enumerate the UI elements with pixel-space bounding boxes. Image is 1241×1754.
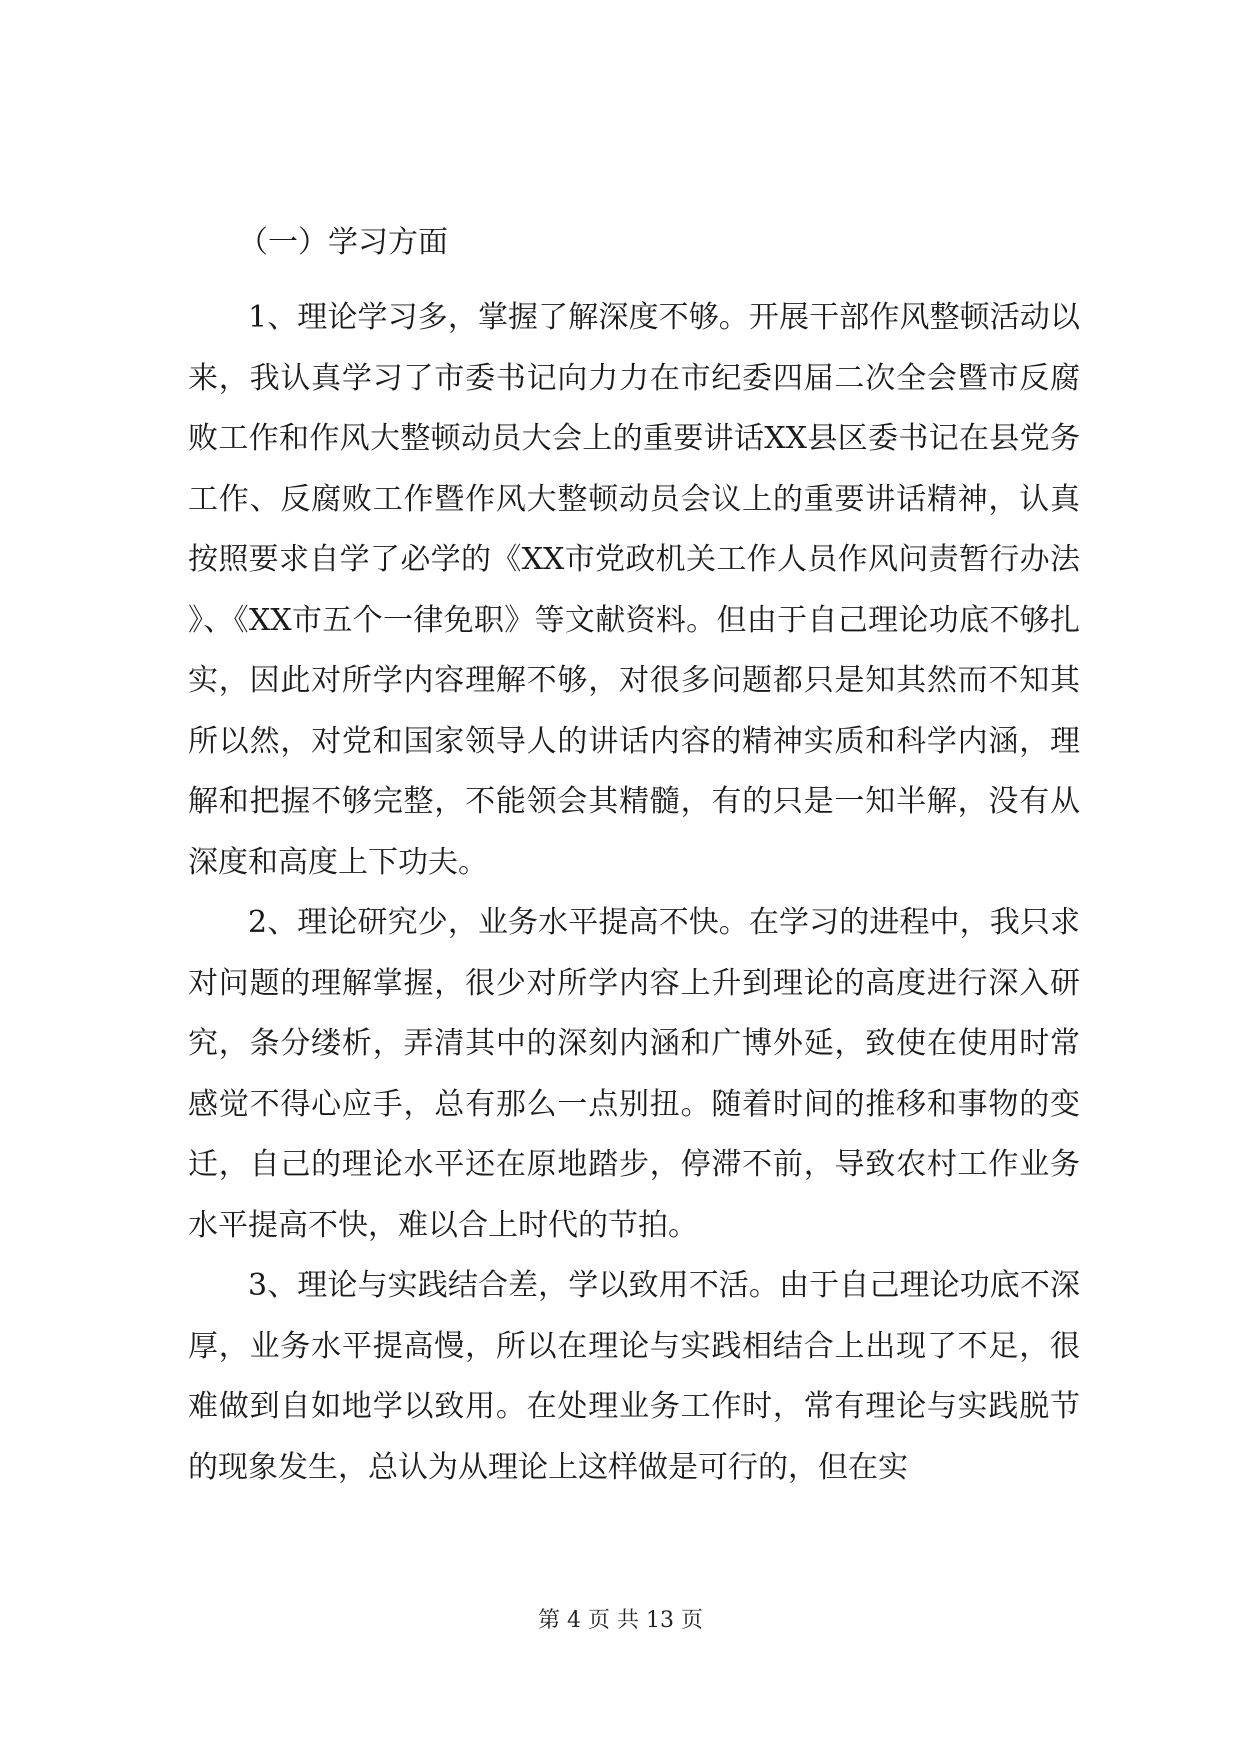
page-number-footer: 第 4 页 共 13 页: [538, 1608, 703, 1633]
paragraph-1: 1、理论学习多，掌握了解深度不够。开展干部作风整顿活动以来，我认真学习了市委书记向力力在市纪委四届二次全会暨市反腐败工作和作风大整顿动员大会上的重要讲话XX县区委书记在县党务工作、反腐败工作暨作风大整顿动员会议上的重要讲话精神，认真按照要求自学了必学的《XX市党政机关工作人员作风问责暂行办法》、《XX市五个一律免职》等文献资料。但由于自己理论功底不够扎实，因此对所学内容理解不够，对很多问题都只是知其然而不知其所以然，对党和国家领导人的讲话内容的精神实质和科学内涵，理解和把握不够完整，不能领会其精髓，有的只是一知半解，没有从深度和高度上下功夫。: [188, 300, 1080, 880]
document-body: [188, 225, 1080, 1498]
section-heading: （一）学习方面: [238, 225, 448, 260]
paragraph-3: 3、理论与实践结合差，学以致用不活。由于自己理论功底不深厚，业务水平提高慢，所以在理论与实践相结合上出现了不足，很难做到自如地学以致用。在处理业务工作时，常有理论与实践脱节的现象发生，总认为从理论上这样做是可行的，但在实: [188, 1268, 1080, 1485]
paragraph-2: 2、理论研究少，业务水平提高不快。在学习的进程中，我只求对问题的理解掌握，很少对所学内容上升到理论的高度进行深入研究，条分缕析，弄清其中的深刻内涵和广博外延，致使在使用时常感觉不得心应手，总有那么一点别扭。随着时间的推移和事物的变迁，自己的理论水平还在原地踏步，停滞不前，导致农村工作业务水平提高不快，难以合上时代的节拍。: [188, 905, 1080, 1243]
